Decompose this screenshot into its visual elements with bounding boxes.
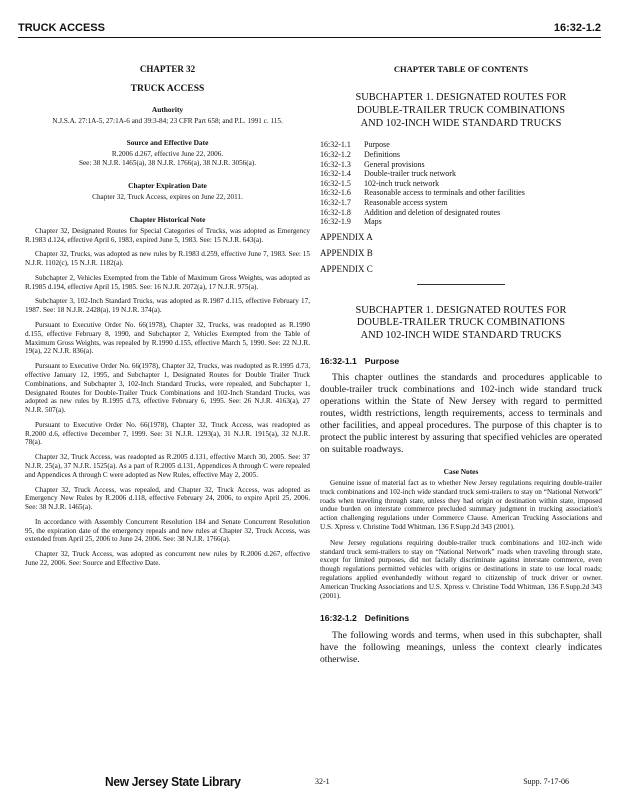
toc-entry-title: Addition and deletion of designated routes — [364, 207, 501, 217]
toc-list — [320, 140, 602, 226]
toc-entry[interactable] — [320, 179, 602, 189]
toc-entry-number: 16:32-1.7 — [320, 197, 351, 207]
running-header — [18, 12, 601, 38]
history-paragraph: In accordance with Assembly Concurrent Resolution 184 and Senate Concurrent Resolution 95, the expiration date of the emergency repeals and new rules at Chapter 32, Truck Access, was extended from April 25, 2006 to June 24, 2006. See: 38 N.J.R. 1766(a). — [25, 517, 310, 544]
toc-entry-number: 16:32-1.1 — [320, 140, 351, 150]
toc-appendix[interactable]: APPENDIX B — [320, 247, 373, 258]
section-heading-definitions — [320, 613, 602, 623]
history-paragraph: Chapter 32, Truck Access, was repealed, and Chapter 32, Truck Access, was adopted as Emergency New Rules by R.2006 d.118, effective February 24, 2006, to expire April 25, 2006. See: 38 N.J.R. 1465(a). — [25, 485, 310, 512]
toc-entry-number: 16:32-1.4 — [320, 169, 351, 179]
purpose-text: This chapter outlines the standards and procedures applicable to double-trailer truck combinations and 102-inch wide standard truck operations within the State of New Jersey with regard to permitted routes, width restrictions, length requirements, access to terminals and other facilities, and appeal procedures. The purpose of this chapter is to protect the public interest by assuring that specified vehicles are operated on suitable roadways. — [320, 372, 602, 456]
toc-entry[interactable] — [320, 160, 602, 170]
expiration-text: Chapter 32, Truck Access, expires on June 22, 2011. — [92, 192, 243, 201]
toc-entry-title: Reasonable access to terminals and other facilities — [364, 188, 525, 198]
supplement-date: Supp. 7-17-06 — [523, 776, 569, 786]
history-heading: Chapter Historical Note — [129, 214, 206, 224]
toc-entry[interactable] — [320, 198, 602, 208]
toc-entry-title: Reasonable access system — [364, 197, 448, 207]
history-paragraph: Pursuant to Executive Order No. 66(1978), Chapter 32, Truck Access, was readopted as R.2000 d.6, effective December 7, 1999. See: 31 N.J.R. 1293(a), 31 N.J.R. 1915(a), 32 N.J.R. 78(a). — [25, 420, 310, 447]
authority-heading: Authority — [151, 104, 184, 114]
history-paragraph: Subchapter 2, Vehicles Exempted from the Table of Maximum Gross Weights, was adopted as R.1985 d.194, effective April 15, 1985. See: 16 N.J.R. 2072(a), 17 N.J.R. 975(a). — [25, 273, 310, 291]
header-chapter-title: TRUCK ACCESS — [18, 22, 105, 34]
toc-entry[interactable] — [320, 188, 602, 198]
chapter-number: CHAPTER 32 — [139, 64, 196, 74]
history-paragraph: Chapter 32, Designated Routes for Special Categories of Trucks, was adopted as Emergency R.1983 d.124, effective April 6, 1983, expired June 5, 1983. See: 15 N.J.R. 643(a). — [25, 226, 310, 244]
source-heading: Source and Effective Date — [126, 138, 209, 148]
subchapter-line: DOUBLE-TRAILER TRUCK COMBINATIONS — [356, 105, 566, 117]
expiration-heading: Chapter Expiration Date — [128, 180, 207, 190]
toc-entry-number: 16:32-1.9 — [320, 217, 351, 227]
toc-entry[interactable] — [320, 169, 602, 179]
source-line-1: R.2006 d.267, effective June 22, 2006. — [111, 150, 224, 159]
chapter-title: TRUCK ACCESS — [130, 83, 205, 94]
toc-entry-title: Purpose — [364, 140, 390, 150]
toc-entry[interactable] — [320, 217, 602, 227]
history-paragraph: Pursuant to Executive Order No. 66(1978), Chapter 32, Trucks, was readopted as R.1990 d.155, effective February 8, 1990, and Subchapter 2, Vehicles Exempted from the Table of Maximum Gross Weights, was repealed by R.1990 d.155, effective March 5, 1990. See: 22 N.J.R. 19(a), 22 N.J.R. 836(a). — [25, 321, 310, 356]
toc-appendix[interactable]: APPENDIX C — [320, 263, 373, 274]
source-line-2: See: 38 N.J.R. 1465(a), 38 N.J.R. 1766(a), 38 N.J.R. 3056(a). — [78, 159, 257, 168]
subchapter-heading — [320, 305, 602, 343]
toc-entry-title: Maps — [364, 217, 382, 227]
subchapter-line: SUBCHAPTER 1. DESIGNATED ROUTES FOR — [355, 304, 567, 316]
case-note: New Jersey regulations requiring double-trailer truck combinations and 102-inch wide standard truck semi-trailers to stay on “National Network” roads when traveling through state, except for limited purposes, did not facially discriminate against interstate commerce, even though regulations permitted vehicles with origins or destinations in state to use local roads; regulations applied evenhandedly without regard to citizenship of truck driver or owner. American Trucking Associations and U.S. Xpress v. Christine Todd Whitman, 136 F.Supp.2d 343 (2001). — [320, 538, 602, 600]
case-note: Genuine issue of material fact as to whether New Jersey regulations requiring double-trailer truck combinations and 102-inch wide standard truck semi-trailers to stay on “National Network” roads when traveling through state, unless they had origin or destination within state, imposed undue burden on interstate commerce precluded summary judgment in trucking association's action challenging regulations under Commerce Clause. American Trucking Associations and U.S. Xpress v. Christine Todd Whitman, 136 F.Supp.2d 343 (2001). — [320, 479, 602, 532]
subchapter-line: SUBCHAPTER 1. DESIGNATED ROUTES FOR — [355, 92, 567, 104]
history-paragraph: Subchapter 3, 102-Inch Standard Trucks, was adopted as R.1987 d.115, effective February 17, 1987. See: 18 N.J.R. 2428(a), 19 N.J.R. 374(a). — [25, 297, 310, 315]
toc-entry-title: General provisions — [364, 159, 425, 169]
subchapter-line: DOUBLE-TRAILER TRUCK COMBINATIONS — [356, 317, 566, 329]
toc-entry[interactable] — [320, 150, 602, 160]
library-logo-text: New Jersey State Library — [105, 773, 241, 789]
authority-text: N.J.S.A. 27:1A-5, 27:1A-6 and 39:3-84; 23 CFR Part 658; and P.L. 1991 c. 115. — [52, 116, 283, 125]
left-column — [25, 44, 310, 568]
page-number: 32-1 — [315, 776, 330, 786]
section-title: Definitions — [364, 613, 410, 624]
header-section-number: 16:32-1.2 — [553, 22, 601, 34]
toc-entry-number: 16:32-1.8 — [320, 207, 351, 217]
toc-entry[interactable] — [320, 140, 602, 150]
toc-title: CHAPTER TABLE OF CONTENTS — [393, 64, 529, 74]
history-paragraph: Chapter 32, Truck Access, was readopted as R.2005 d.131, effective March 30, 2005. See: 37 N.J.R. 25(a), 37 N.J.R. 1525(a). As a part of R.2005 d.131, Appendices A through C were repealed and Appendices A through C were adopted as New Rules, effective May 2, 2005. — [25, 453, 310, 479]
toc-entry-title: 102-inch truck network — [364, 178, 440, 188]
definitions-text: The following words and terms, when used in this subchapter, shall have the following meanings, unless the context clearly indicates otherwise. — [320, 629, 602, 665]
case-notes-heading: Case Notes — [443, 467, 479, 477]
toc-entry-title: Double-trailer truck network — [364, 169, 456, 179]
toc-appendix[interactable]: APPENDIX A — [320, 231, 373, 242]
toc-subchapter-heading — [320, 92, 602, 130]
toc-entry-number: 16:32-1.2 — [320, 150, 351, 160]
toc-entry-number: 16:32-1.3 — [320, 159, 351, 169]
section-number: 16:32-1.2 — [320, 613, 357, 624]
section-heading-purpose — [320, 356, 602, 366]
section-divider — [417, 284, 505, 285]
right-column — [320, 44, 602, 666]
history-paragraph: Pursuant to Executive Order No. 66(1978), Chapter 32, Trucks, was readopted as R.1995 d.73, effective January 12, 1995, and Subchapter 1, Designated Routes for Double Trailer Truck Combinations, and Subchapter 3, 102-Inch Standard Trucks, were repealed, and Subchapter 1, Designated Routes for Double-Trailer Truck Combinations and 102-Inch Standard Trucks, was adopted as new rules by R.1995 d.73, effective February 6, 1995. See: 26 N.J.R. 4163(a), 27 N.J.R. 507(a). — [25, 362, 310, 415]
toc-entry-number: 16:32-1.5 — [320, 178, 351, 188]
subchapter-line: AND 102-INCH WIDE STANDARD TRUCKS — [360, 117, 562, 129]
section-number: 16:32-1.1 — [320, 355, 357, 366]
subchapter-line: AND 102-INCH WIDE STANDARD TRUCKS — [360, 330, 562, 342]
history-paragraph: Chapter 32, Trucks, was adopted as new rules by R.1983 d.259, effective June 7, 1983. See: 15 N.J.R. 1102(c), 15 N.J.R. 1182(a). — [25, 250, 310, 268]
toc-entry-title: Definitions — [364, 150, 400, 160]
section-title: Purpose — [364, 355, 400, 366]
toc-entry[interactable] — [320, 208, 602, 218]
toc-entry-number: 16:32-1.6 — [320, 188, 351, 198]
page-footer — [105, 772, 569, 790]
history-paragraph: Chapter 32, Truck Access, was adopted as concurrent new rules by R.2006 d.267, effective June 22, 2006. See: Source and Effective Date. — [25, 550, 310, 568]
